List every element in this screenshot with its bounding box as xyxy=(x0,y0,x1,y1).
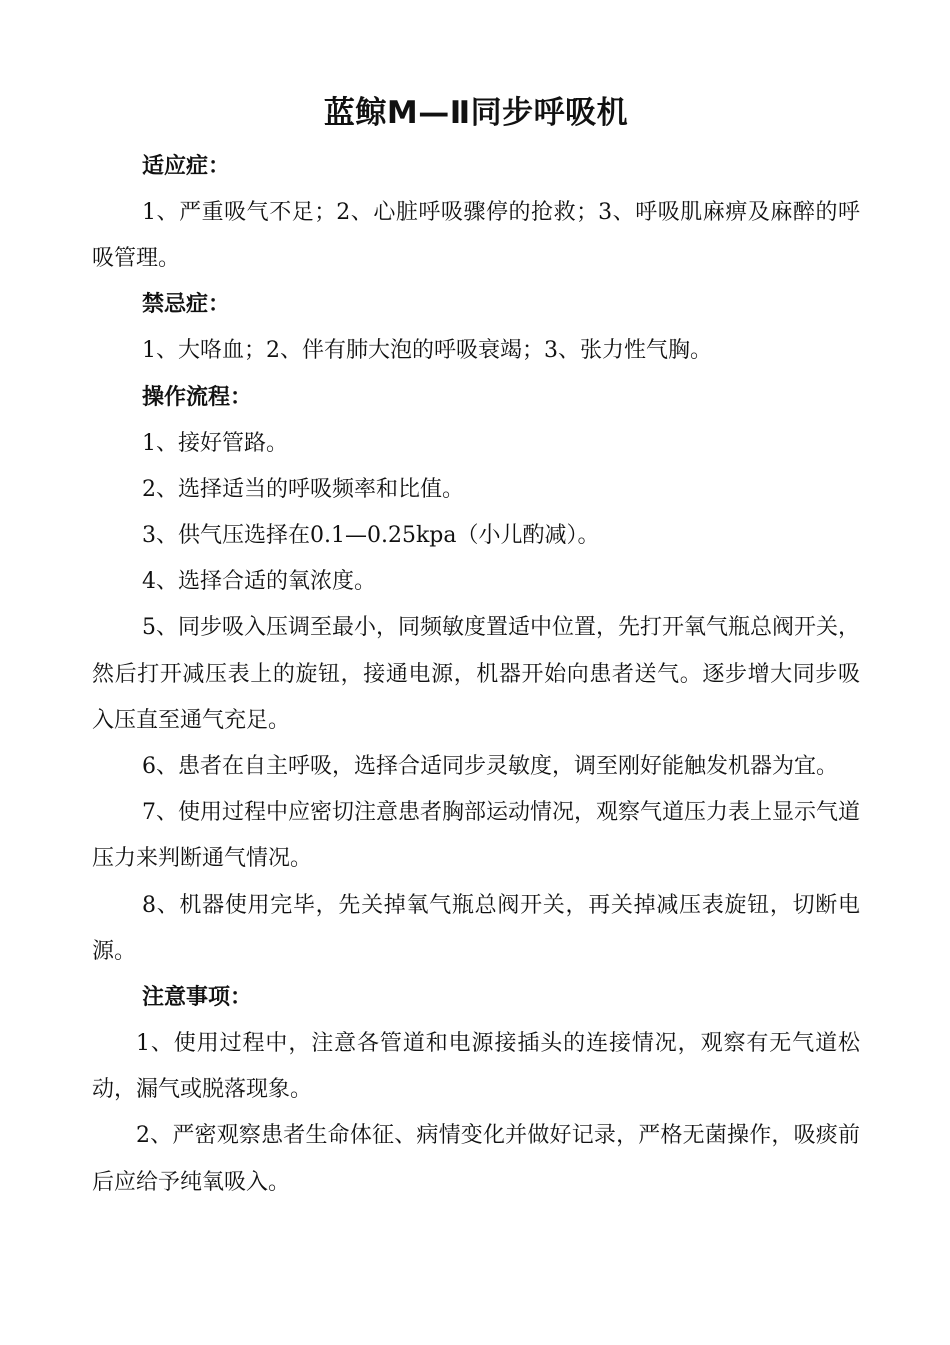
indications-heading: 适应症： xyxy=(142,154,231,179)
procedure-step: 1、接好管路。 xyxy=(142,430,288,456)
document-page xyxy=(92,88,860,1206)
notes-heading: 注意事项： xyxy=(142,985,253,1011)
procedure-step: 4、选择合适的氧浓度。 xyxy=(142,569,376,595)
indications-section xyxy=(92,144,860,282)
contraindications-text: 1、大咯血；2、伴有肺大泡的呼吸衰竭；3、张力性气胸。 xyxy=(142,338,712,364)
procedure-heading: 操作流程： xyxy=(142,384,253,410)
note-item: 2、严密观察患者生命体征、病情变化并做好记录，严格无菌操作，吸痰前后应给予纯氧吸入。 xyxy=(92,1123,860,1195)
procedure-step: 6、患者在自主呼吸，选择合适同步灵敏度，调至刚好能触发机器为宜。 xyxy=(142,754,838,780)
procedure-step: 2、选择适当的呼吸频率和比值。 xyxy=(142,476,464,502)
document-title: 蓝鲸M—Ⅱ同步呼吸机 xyxy=(323,95,629,131)
note-item: 1、使用过程中，注意各管道和电源接插头的连接情况，观察有无气道松动，漏气或脱落现象。 xyxy=(92,1031,860,1103)
contraindications-heading: 禁忌症： xyxy=(142,292,231,318)
notes-section xyxy=(92,975,860,1206)
procedure-step: 3、供气压选择在0.1—0.25kpa（小儿酌减）。 xyxy=(142,523,600,549)
indications-text: 1、严重吸气不足；2、心脏呼吸骤停的抢救；3、呼吸肌麻痹及麻醉的呼吸管理。 xyxy=(92,200,860,272)
procedure-step: 8、机器使用完毕，先关掉氧气瓶总阀开关，再关掉减压表旋钮，切断电源。 xyxy=(92,892,860,964)
procedure-step: 7、使用过程中应密切注意患者胸部运动情况，观察气道压力表上显示气道压力来判断通气情况。 xyxy=(92,800,860,872)
procedure-section xyxy=(92,375,860,975)
contraindications-section xyxy=(92,282,860,374)
procedure-step: 5、同步吸入压调至最小，同频敏度置适中位置，先打开氧气瓶总阀开关，然后打开减压表上的旋钮，接通电源，机器开始向患者送气。逐步增大同步吸入压直至通气充足。 xyxy=(92,615,860,733)
